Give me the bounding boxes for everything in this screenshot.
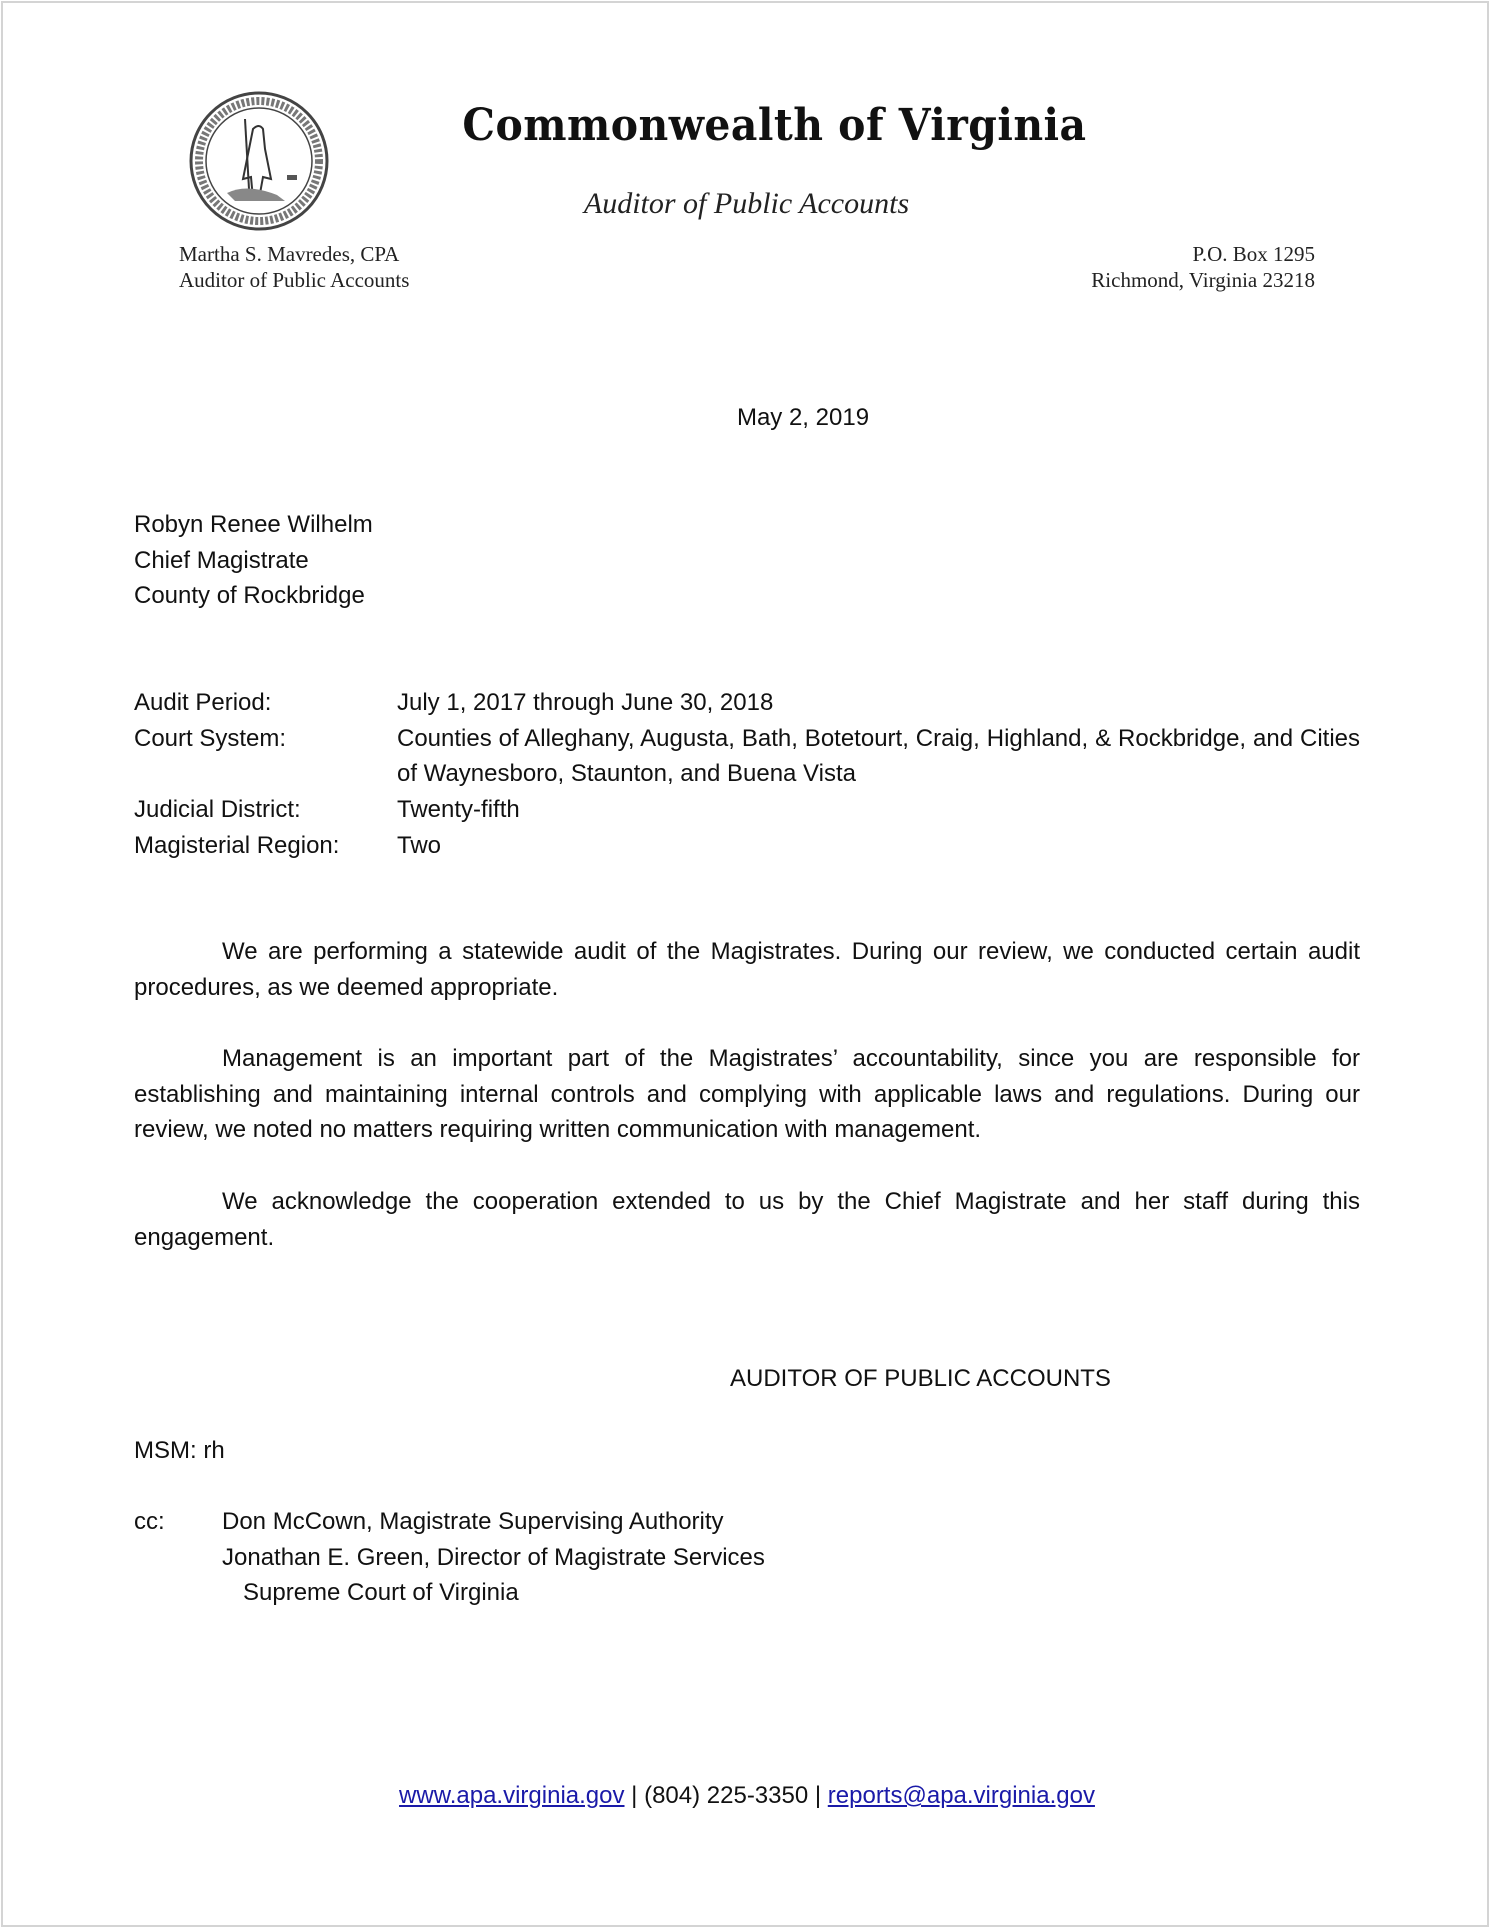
cc-recipient: Supreme Court of Virginia bbox=[243, 1579, 519, 1607]
letterhead-subtitle: Auditor of Public Accounts bbox=[583, 187, 910, 220]
field-label: Audit Period: bbox=[134, 689, 272, 716]
separator: | bbox=[631, 1782, 638, 1809]
field-value: Two bbox=[397, 831, 442, 859]
recipient-organization: County of Rockbridge bbox=[134, 582, 365, 610]
mailing-address bbox=[1091, 241, 1315, 293]
magisterial-region-row bbox=[134, 828, 1360, 864]
field-label: Magisterial Region: bbox=[134, 831, 340, 859]
recipient-title: Chief Magistrate bbox=[134, 546, 309, 574]
paragraph-2: Management is an important part of the Magistrates’ accountability, since you are responsible for establishing and maintaining internal controls and complying with applicable laws and regulations. During our review, we noted no matters requiring written communication with management. bbox=[134, 1045, 1360, 1144]
paragraph-1: We are performing a statewide audit of the Magistrates. During our review, we conducted certain audit procedures, as we deemed appropriate. bbox=[134, 938, 1360, 1001]
po-box: P.O. Box 1295 bbox=[1192, 242, 1315, 266]
email-link[interactable]: reports@apa.virginia.gov bbox=[827, 1782, 1095, 1809]
initials: MSM: rh bbox=[134, 1437, 225, 1464]
cc-recipient: Don McCown, Magistrate Supervising Authority bbox=[222, 1508, 724, 1535]
field-label: Court System: bbox=[134, 724, 287, 752]
recipient-name: Robyn Renee Wilhelm bbox=[134, 511, 373, 538]
audit-period-row bbox=[134, 685, 1360, 721]
sender-name: Martha S. Mavredes, CPA bbox=[179, 242, 400, 266]
recipient-block bbox=[134, 507, 373, 614]
phone-number: (804) 225-3350 bbox=[644, 1782, 809, 1809]
judicial-district-row bbox=[134, 792, 1360, 828]
court-system-row bbox=[134, 721, 1360, 792]
field-value: July 1, 2017 through June 30, 2018 bbox=[397, 689, 774, 716]
separator: | bbox=[814, 1782, 822, 1809]
virginia-seal-logo bbox=[187, 89, 331, 233]
field-value: Twenty-fifth bbox=[397, 796, 520, 824]
sender-address bbox=[179, 241, 409, 293]
signature-block: AUDITOR OF PUBLIC ACCOUNTS bbox=[730, 1365, 1111, 1392]
website-link[interactable]: www.apa.virginia.gov bbox=[399, 1782, 625, 1809]
cc-recipient: Jonathan E. Green, Director of Magistrate Services bbox=[222, 1543, 765, 1571]
paragraph-3: We acknowledge the cooperation extended to us by the Chief Magistrate and her staff during this engagement. bbox=[134, 1188, 1360, 1251]
letterhead-title: Commonwealth of Virginia bbox=[462, 100, 1087, 151]
field-value: Counties of Alleghany, Augusta, Bath, Botetourt, Craig, Highland, & Rockbridge, and Cities of Waynesboro, Staunton, and Buena Vista bbox=[397, 724, 1360, 788]
letter-date: May 2, 2019 bbox=[736, 404, 870, 431]
sender-title: Auditor of Public Accounts bbox=[179, 268, 410, 292]
cc-label: cc: bbox=[134, 1508, 165, 1535]
audit-info bbox=[134, 685, 1360, 864]
field-label: Judicial District: bbox=[134, 796, 301, 824]
city-state-zip: Richmond, Virginia 23218 bbox=[1091, 268, 1315, 292]
footer bbox=[0, 1778, 1494, 1814]
cc-list bbox=[222, 1504, 765, 1611]
